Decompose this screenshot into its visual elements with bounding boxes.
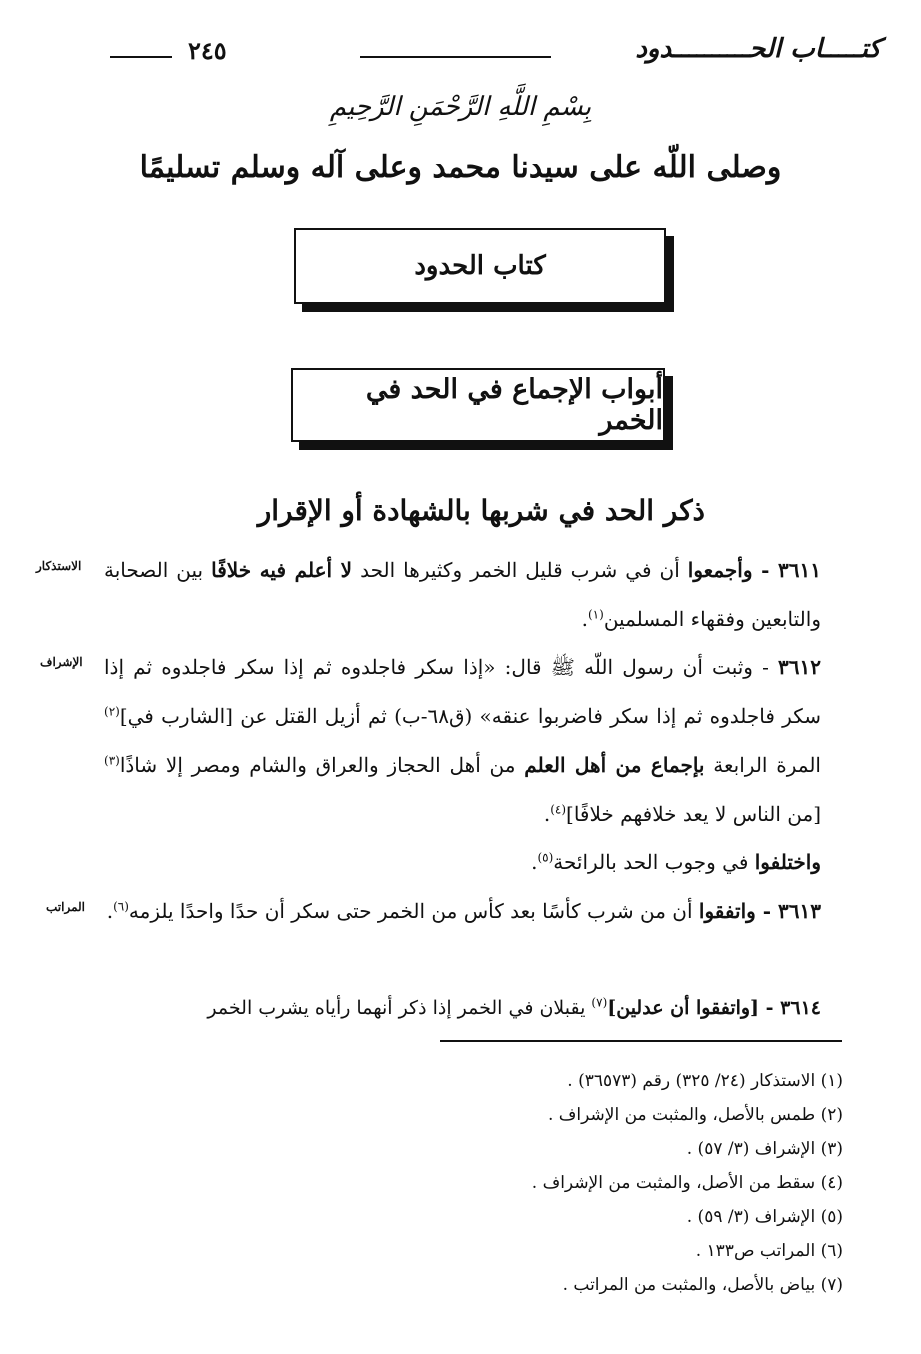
paragraph-end: . — [543, 802, 551, 826]
paragraph-text: في وجوب الحد بالرائحة — [553, 850, 755, 874]
paragraph-number: ٣٦١٤ - [واتفقوا أن عدلين] — [607, 997, 821, 1019]
side-note-3612: الإشراف — [40, 655, 83, 669]
running-header — [110, 30, 881, 70]
page-number: ٢٤٥ — [188, 36, 227, 65]
paragraph-text: - وثبت أن رسول اللّه ﷺ قال: «إذا سكر فاجلدوه ثم إذا سكر فاجلدوه ثم إذا سكر فاجلدوه ثم إذا سكر فاضربوا عنقه» (ق٦٨-ب) ثم أزيل القتل عن [الشارب في] — [104, 655, 821, 728]
footnote-ref: (٧) — [591, 995, 608, 1010]
paragraph-text: [من الناس لا يعد خلافهم خلافًا] — [566, 802, 821, 826]
paragraph-text: أن في شرب قليل الخمر وكثيرها الحد — [352, 558, 688, 582]
paragraph-number: ٣٦١٢ — [778, 655, 821, 679]
footnote-ref: (٣) — [104, 753, 120, 768]
paragraph-3614 — [104, 984, 821, 1034]
book-title-box — [294, 228, 666, 304]
paragraph-text: أن من شرب كأسًا بعد كأس من الخمر حتى سكر أن حدًا واحدًا يلزمه — [128, 899, 699, 923]
paragraph-3612 — [104, 643, 821, 843]
running-title: كتـــــاب الحــــــــــدود — [635, 34, 881, 64]
paragraph-3613 — [104, 887, 821, 987]
paragraph-number: ٣٦١١ - وأجمعوا — [687, 558, 821, 582]
paragraph-text: بين الصحابة والتابعين وفقهاء المسلمين — [104, 558, 821, 631]
book-title: كتاب الحدود — [414, 251, 546, 281]
footnote-ref: (١) — [587, 607, 604, 622]
paragraph-disagreement — [104, 838, 821, 888]
header-rule-long — [360, 56, 551, 58]
paragraph-end: . — [531, 850, 538, 874]
paragraph-text: يقبلان في الخمر إذا ذكر أنهما رأياه يشرب الخمر — [207, 997, 592, 1019]
paragraph-emphasis: بإجماع من أهل العلم — [524, 753, 705, 777]
footnote-5: (٥) الإشراف (٣/ ٥٩) . — [686, 1207, 843, 1227]
paragraph-text: من أهل الحجاز والعراق والشام ومصر إلا شاذًا — [119, 753, 525, 777]
footnote-ref: (٢) — [104, 704, 120, 719]
paragraph-end: . — [106, 899, 114, 923]
paragraph-number: ٣٦١٣ - واتفقوا — [698, 899, 821, 923]
chapter-title: أبواب الإجماع في الحد في الخمر — [365, 374, 663, 436]
section-title: ذكر الحد في شربها بالشهادة أو الإقرار — [257, 494, 705, 527]
footnotes — [383, 1064, 843, 1302]
footnote-2: (٢) طمس بالأصل، والمثبت من الإشراف . — [547, 1105, 843, 1125]
footnote-ref: (٤) — [550, 802, 567, 817]
footnote-1: (١) الاستذكار (٢٤/ ٣٢٥) رقم (٣٦٥٧٣) . — [567, 1071, 843, 1091]
footnote-separator — [440, 1040, 842, 1042]
basmala: بِسْمِ اللَّهِ الرَّحْمَنِ الرَّحِيمِ — [329, 92, 592, 122]
paragraph-3611 — [104, 546, 821, 646]
footnote-4: (٤) سقط من الأصل، والمثبت من الإشراف . — [531, 1173, 843, 1193]
paragraph-end: . — [581, 607, 588, 631]
footnote-6: (٦) المراتب ص١٣٣ . — [695, 1241, 843, 1261]
paragraph-emphasis: لا أعلم فيه خلافًا — [211, 558, 353, 582]
side-note-3613: المراتب — [46, 900, 86, 914]
footnote-ref: (٦) — [113, 899, 129, 914]
header-rule-short — [110, 56, 172, 58]
footnote-3: (٣) الإشراف (٣/ ٥٧) . — [686, 1139, 843, 1159]
paragraph-text: المرة الرابعة — [704, 753, 821, 777]
paragraph-lead: واختلفوا — [754, 850, 821, 874]
salutation: وصلى اللّه على سيدنا محمد وعلى آله وسلم تسليمًا — [139, 150, 782, 185]
footnote-7: (٧) بياض بالأصل، والمثبت من المراتب . — [562, 1275, 843, 1295]
footnote-ref: (٥) — [537, 850, 554, 865]
side-note-3611: الاستذكار — [36, 559, 82, 573]
chapter-title-box — [291, 368, 665, 442]
